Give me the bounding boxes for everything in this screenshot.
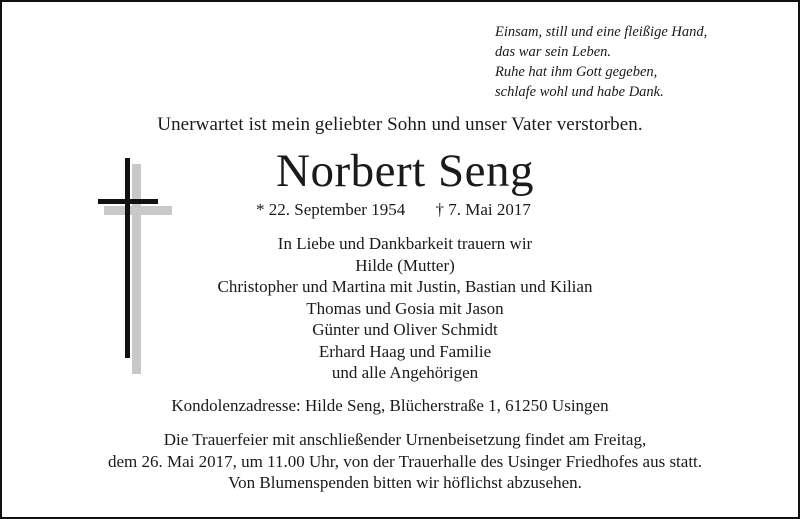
- funeral-details: [0, 429, 800, 494]
- funeral-details-line-3: Von Blumenspenden bitten wir höflichst abzusehen.: [228, 473, 582, 492]
- mourner-line: Günter und Oliver Schmidt: [312, 320, 498, 339]
- mourners-intro: In Liebe und Dankbarkeit trauern wir: [277, 234, 533, 253]
- poem-line-2: das war sein Leben.: [495, 44, 611, 60]
- mourner-line: Christopher und Martina mit Justin, Bastian und Kilian: [217, 277, 593, 296]
- mourner-line: Hilde (Mutter): [355, 255, 455, 275]
- poem-line-3: Ruhe hat ihm Gott gegeben,: [495, 64, 658, 80]
- deceased-name: Norbert Seng: [276, 145, 534, 197]
- poem: [495, 22, 785, 102]
- poem-line-4: schlafe wohl und habe Dank.: [495, 84, 664, 100]
- cross-horizontal-bar: [98, 199, 158, 204]
- mourners-list: [0, 233, 800, 384]
- poem-line-1: Einsam, still und eine fleißige Hand,: [495, 24, 708, 40]
- announcement-line: Unerwartet ist mein geliebter Sohn und unser Vater verstorben.: [157, 114, 643, 135]
- funeral-details-line-2: dem 26. Mai 2017, um 11.00 Uhr, von der Trauerhalle des Usinger Friedhofes aus statt.: [107, 451, 703, 471]
- death-date: † 7. Mai 2017: [435, 200, 531, 219]
- cross-shadow-horizontal: [104, 206, 172, 215]
- funeral-details-line-1: Die Trauerfeier mit anschließender Urnenbeisetzung findet am Freitag,: [163, 430, 647, 449]
- birth-date: * 22. September 1954: [256, 200, 406, 219]
- mourner-line: und alle Angehörigen: [331, 363, 479, 382]
- condolence-address: Kondolenzadresse: Hilde Seng, Blücherstraße 1, 61250 Usingen: [171, 396, 609, 415]
- mourner-line: Erhard Haag und Familie: [318, 341, 492, 361]
- life-dates: [256, 200, 531, 220]
- mourner-line: Thomas und Gosia mit Jason: [306, 298, 504, 318]
